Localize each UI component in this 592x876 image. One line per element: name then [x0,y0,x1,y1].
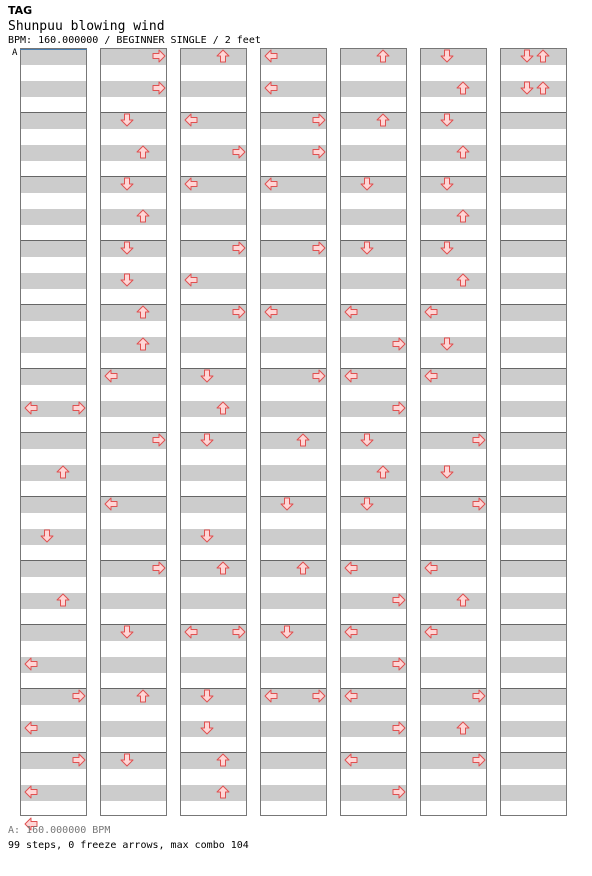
arrow-up-icon [456,273,470,287]
measure-bar-line [261,432,326,433]
arrow-down-icon [280,497,294,511]
arrow-right-icon [392,721,406,735]
arrow-left-icon [344,625,358,639]
bpm-legend: A: 160.000000 BPM [8,825,111,836]
measure-bar-line [341,112,406,113]
arrow-right-icon [152,49,166,63]
arrow-down-icon [520,81,534,95]
arrow-up-icon [56,465,70,479]
measure-bar-line [21,432,86,433]
arrow-down-icon [280,625,294,639]
arrow-left-icon [424,625,438,639]
arrow-left-icon [184,625,198,639]
arrow-right-icon [392,593,406,607]
measure-bar-line [501,432,566,433]
arrow-up-icon [216,753,230,767]
arrow-left-icon [424,305,438,319]
arrow-right-icon [312,113,326,127]
arrow-down-icon [440,241,454,255]
measure-column [180,48,247,816]
bpm-marker-line [20,49,87,50]
arrow-up-icon [456,81,470,95]
measure-bar-line [501,112,566,113]
arrow-up-icon [56,593,70,607]
measure-bar-line [21,176,86,177]
arrow-right-icon [152,433,166,447]
arrow-up-icon [216,401,230,415]
measure-column [340,48,407,816]
measure-column [260,48,327,816]
arrow-up-icon [136,209,150,223]
measure-bar-line [261,560,326,561]
arrow-down-icon [200,433,214,447]
measure-bar-line [101,688,166,689]
measure-bar-line [261,752,326,753]
arrow-down-icon [120,241,134,255]
arrow-right-icon [312,369,326,383]
arrow-left-icon [424,561,438,575]
arrow-up-icon [136,337,150,351]
arrow-left-icon [264,81,278,95]
arrow-down-icon [40,529,54,543]
bpm-marker: A [12,48,18,58]
artist-name: TAG [8,4,33,17]
arrow-down-icon [360,241,374,255]
arrow-right-icon [72,689,86,703]
arrow-left-icon [344,561,358,575]
arrow-right-icon [472,433,486,447]
song-title: Shunpuu blowing wind [8,19,165,34]
arrow-up-icon [456,209,470,223]
arrow-up-icon [296,433,310,447]
arrow-up-icon [456,721,470,735]
measure-bar-line [501,624,566,625]
arrow-right-icon [312,241,326,255]
arrow-down-icon [440,177,454,191]
measure-bar-line [21,496,86,497]
arrow-right-icon [472,689,486,703]
measure-bar-line [21,240,86,241]
arrow-left-icon [344,753,358,767]
measure-bar-line [21,112,86,113]
arrow-up-icon [216,785,230,799]
arrow-down-icon [440,113,454,127]
arrow-left-icon [184,177,198,191]
chart-info: BPM: 160.000000 / BEGINNER SINGLE / 2 feet [8,35,261,46]
arrow-up-icon [136,305,150,319]
arrow-left-icon [104,497,118,511]
arrow-down-icon [520,49,534,63]
arrow-up-icon [216,561,230,575]
arrow-left-icon [184,113,198,127]
arrow-down-icon [200,721,214,735]
arrow-right-icon [312,689,326,703]
arrow-right-icon [472,753,486,767]
arrow-left-icon [24,401,38,415]
arrow-up-icon [456,145,470,159]
arrow-up-icon [536,49,550,63]
measure-column [420,48,487,816]
measure-bar-line [501,176,566,177]
arrow-down-icon [440,49,454,63]
arrow-up-icon [376,49,390,63]
step-stats: 99 steps, 0 freeze arrows, max combo 104 [8,840,249,851]
measure-bar-line [21,560,86,561]
measure-bar-line [21,304,86,305]
measure-bar-line [21,368,86,369]
measure-bar-line [501,560,566,561]
arrow-right-icon [392,785,406,799]
arrow-down-icon [360,177,374,191]
measure-column [100,48,167,816]
arrow-down-icon [360,433,374,447]
arrow-down-icon [200,369,214,383]
arrow-down-icon [120,113,134,127]
measure-bar-line [501,368,566,369]
measure-column [500,48,567,816]
arrow-right-icon [232,305,246,319]
arrow-down-icon [440,337,454,351]
arrow-right-icon [72,753,86,767]
arrow-left-icon [24,721,38,735]
arrow-left-icon [264,689,278,703]
measure-column [20,48,87,816]
arrow-right-icon [392,657,406,671]
arrow-down-icon [120,273,134,287]
measure-bar-line [181,560,246,561]
arrow-right-icon [472,497,486,511]
arrow-down-icon [120,625,134,639]
arrow-right-icon [232,625,246,639]
arrow-right-icon [392,401,406,415]
measure-bar-line [501,240,566,241]
arrow-left-icon [344,369,358,383]
arrow-right-icon [232,241,246,255]
arrow-left-icon [184,273,198,287]
arrow-right-icon [72,401,86,415]
measure-bar-line [181,752,246,753]
arrow-left-icon [344,689,358,703]
arrow-left-icon [264,177,278,191]
arrow-down-icon [120,177,134,191]
arrow-up-icon [376,465,390,479]
arrow-right-icon [312,145,326,159]
arrow-down-icon [200,689,214,703]
arrow-down-icon [120,753,134,767]
arrow-up-icon [456,593,470,607]
arrow-left-icon [104,369,118,383]
measure-bar-line [101,304,166,305]
arrow-left-icon [264,305,278,319]
measure-bar-line [501,304,566,305]
arrow-down-icon [200,529,214,543]
arrow-up-icon [216,49,230,63]
arrow-left-icon [424,369,438,383]
arrow-up-icon [376,113,390,127]
arrow-left-icon [24,785,38,799]
arrow-left-icon [264,49,278,63]
arrow-left-icon [344,305,358,319]
arrow-left-icon [24,657,38,671]
measure-bar-line [181,496,246,497]
arrow-up-icon [536,81,550,95]
arrow-right-icon [392,337,406,351]
arrow-down-icon [360,497,374,511]
arrow-up-icon [136,689,150,703]
measure-bar-line [501,752,566,753]
arrow-right-icon [152,561,166,575]
arrow-right-icon [232,145,246,159]
arrow-down-icon [440,465,454,479]
measure-bar-line [501,688,566,689]
arrow-right-icon [152,81,166,95]
measure-bar-line [21,624,86,625]
arrow-up-icon [136,145,150,159]
arrow-up-icon [296,561,310,575]
measure-bar-line [501,496,566,497]
